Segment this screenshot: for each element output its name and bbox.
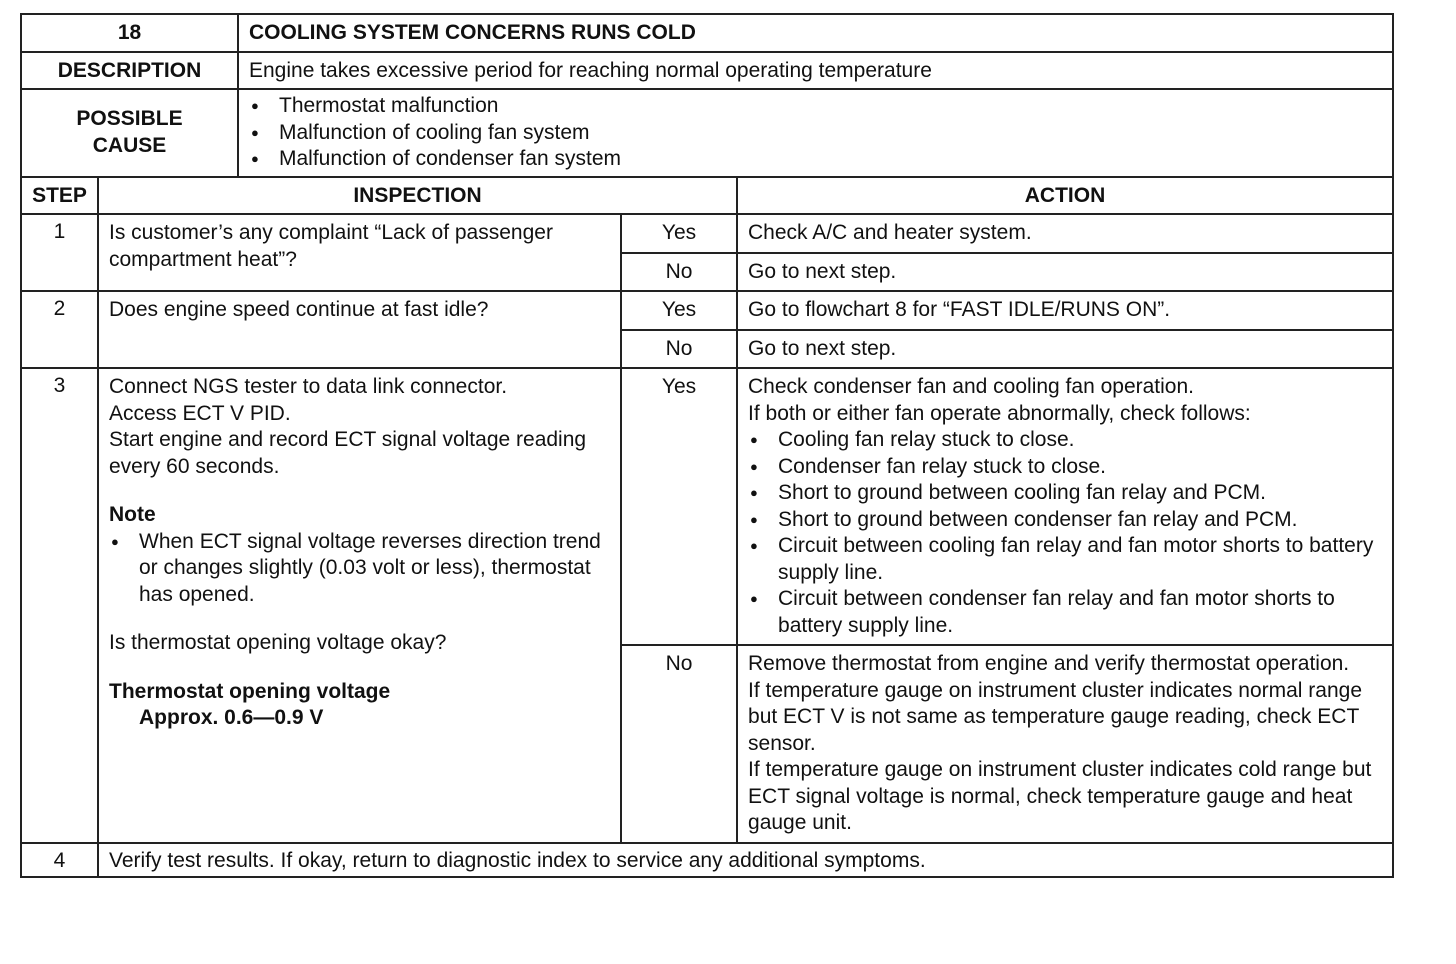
step-inspection: Does engine speed continue at fast idle? xyxy=(98,291,621,368)
description-text: Engine takes excessive period for reaching normal operating temperature xyxy=(238,52,1393,90)
cause-item: ● Thermostat malfunction xyxy=(249,93,1382,120)
answer-yes: Yes xyxy=(621,291,737,330)
action-item: ● Circuit between cooling fan relay and fan motor shorts to battery supply line. xyxy=(748,533,1382,586)
answer-no: No xyxy=(621,645,737,843)
diagnostic-sheet xyxy=(20,13,1394,878)
action-text xyxy=(737,368,1393,645)
inspection-line: Start engine and record ECT signal voltage reading every 60 seconds. xyxy=(109,428,587,478)
description-label: DESCRIPTION xyxy=(21,52,238,90)
possible-cause-label-line1: POSSIBLE xyxy=(76,107,183,131)
steps-table xyxy=(20,176,1394,879)
action-text xyxy=(737,645,1393,843)
procedure-number: 18 xyxy=(21,14,238,52)
step-inspection xyxy=(98,368,621,843)
step-text: Verify test results. If okay, return to diagnostic index to service any additional symptoms. xyxy=(98,843,1393,878)
action-text: Go to next step. xyxy=(737,330,1393,369)
column-action: ACTION xyxy=(737,177,1393,215)
possible-cause-label-line2: CAUSE xyxy=(92,133,167,157)
action-text: Go to next step. xyxy=(737,253,1393,292)
table-row xyxy=(21,843,1393,878)
cause-item: ● Malfunction of cooling fan system xyxy=(249,120,1382,147)
action-text: Go to flowchart 8 for “FAST IDLE/RUNS ON”. xyxy=(737,291,1393,330)
action-line: If both or either fan operate abnormally, check follows: xyxy=(748,401,1251,425)
step-number: 2 xyxy=(21,291,98,368)
step-number: 3 xyxy=(21,368,98,843)
inspection-line: Connect NGS tester to data link connector. xyxy=(109,375,508,398)
procedure-title: COOLING SYSTEM CONCERNS RUNS COLD xyxy=(238,14,1393,52)
action-item: ● Circuit between condenser fan relay and fan motor shorts to battery supply line. xyxy=(748,586,1382,639)
table-row xyxy=(21,214,1393,253)
note-item: ● When ECT signal voltage reverses direction trend or changes slightly (0.03 volt or less), thermostat has opened. xyxy=(109,529,610,609)
step-inspection: Is customer’s any complaint “Lack of passenger compartment heat”? xyxy=(98,214,621,291)
answer-yes: Yes xyxy=(621,368,737,645)
table-row xyxy=(21,368,1393,645)
action-text: Check A/C and heater system. xyxy=(737,214,1393,253)
step-number: 1 xyxy=(21,214,98,291)
table-row xyxy=(21,291,1393,330)
column-inspection: INSPECTION xyxy=(98,177,737,215)
action-item: ● Condenser fan relay stuck to close. xyxy=(748,454,1382,481)
action-line: Check condenser fan and cooling fan operation. xyxy=(748,375,1194,398)
column-step: STEP xyxy=(21,177,98,215)
header-table xyxy=(20,13,1394,178)
spec-value: Approx. 0.6—0.9 V xyxy=(139,706,324,729)
action-item: ● Short to ground between condenser fan relay and PCM. xyxy=(748,507,1382,534)
inspection-question: Is thermostat opening voltage okay? xyxy=(109,631,447,654)
answer-no: No xyxy=(621,253,737,292)
action-line: If temperature gauge on instrument cluster indicates normal range but ECT V is not same as temperature gauge reading, check ECT sensor. xyxy=(748,678,1363,755)
answer-no: No xyxy=(621,330,737,369)
inspection-line: Access ECT V PID. xyxy=(109,401,291,425)
spec-label: Thermostat opening voltage xyxy=(109,679,391,703)
answer-yes: Yes xyxy=(621,214,737,253)
possible-cause-list xyxy=(238,89,1393,177)
action-line: Remove thermostat from engine and verify thermostat operation. xyxy=(748,652,1350,675)
possible-cause-label xyxy=(21,89,238,177)
step-number: 4 xyxy=(21,843,98,878)
action-line: If temperature gauge on instrument cluster indicates cold range but ECT signal voltage is normal, check temperature gauge and heat gauge unit. xyxy=(748,758,1372,834)
action-item: ● Short to ground between cooling fan relay and PCM. xyxy=(748,480,1382,507)
action-item: ● Cooling fan relay stuck to close. xyxy=(748,427,1382,454)
note-label: Note xyxy=(109,503,156,526)
cause-item: ● Malfunction of condenser fan system xyxy=(249,146,1382,173)
